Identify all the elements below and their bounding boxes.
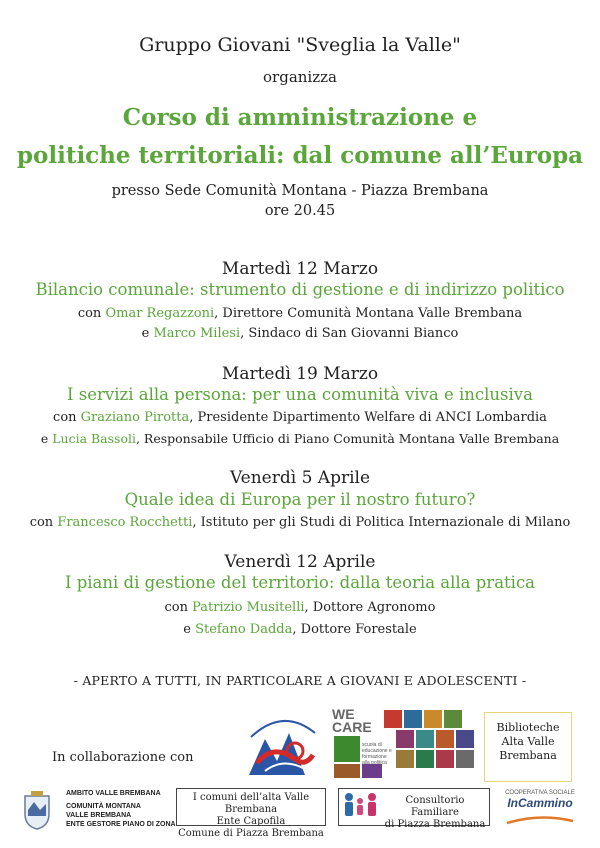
session-date: Venerdì 12 Aprile (224, 552, 376, 572)
start-time: ore 20.45 (264, 203, 336, 219)
ambito-valle-brembana: AMBITO VALLE BREMBANA COMUNITÀ MONTANA VALLE BREMBANA ENTE GESTORE PIANO DI ZONA (66, 790, 176, 828)
session-topic: Quale idea di Europa per il nostro futuro? (124, 490, 476, 509)
course-title-line2: politiche territoriali: dal comune all’Europa (16, 142, 584, 169)
speaker-name: Graziano Pirotta (80, 410, 190, 425)
speaker-line: e Stefano Dadda, Dottore Forestale (183, 622, 417, 637)
open-to-all-banner: - APERTO A TUTTI, IN PARTICOLARE A GIOVANI E ADOLESCENTI - (73, 673, 527, 688)
biblioteche-logo: Biblioteche Alta Valle Brembana (484, 712, 572, 782)
speaker-name: Marco Milesi (153, 326, 241, 341)
organizza-text: organizza (263, 68, 337, 86)
coat-of-arms-icon (22, 790, 52, 830)
speaker-name: Lucia Bassoli (52, 431, 136, 446)
sveglia-la-valle-logo (243, 703, 323, 781)
venue: presso Sede Comunità Montana - Piazza Brembana (111, 183, 489, 199)
session-date: Venerdì 5 Aprile (229, 468, 371, 488)
session-date: Martedì 19 Marzo (221, 364, 379, 384)
session-topic: Bilancio comunale: strumento di gestione e di indirizzo politico (35, 280, 565, 299)
speaker-name: Francesco Rocchetti (57, 515, 193, 530)
comuni-alta-valle-box: I comuni dell’alta Valle Brembana Ente Capofila Comune di Piazza Brembana (176, 788, 326, 826)
speaker-line: con Patrizio Musitelli, Dottore Agronomo (164, 600, 436, 615)
speaker-name: Omar Regazzoni (105, 306, 215, 321)
speaker-name: Stefano Dadda (195, 622, 293, 637)
speaker-line: e Lucia Bassoli, Responsabile Ufficio di Piano Comunità Montana Valle Brembana (40, 431, 560, 446)
collaboration-label: In collaborazione con (52, 750, 194, 765)
course-title-line1: Corso di amministrazione e (122, 104, 478, 131)
session-date: Martedì 12 Marzo (221, 259, 379, 279)
session-topic: I piani di gestione del territorio: dalla teoria alla pratica (64, 573, 536, 592)
speaker-line: con Graziano Pirotta, Presidente Dipartimento Welfare di ANCI Lombardia (53, 410, 547, 425)
we-care-logo: WE CARE scuola di educazione e formazione alla politica (332, 708, 477, 780)
speaker-line: con Francesco Rocchetti, Istituto per gli Studi di Politica Internazionale di Milano (29, 515, 571, 530)
speaker-line: con Omar Regazzoni, Direttore Comunità Montana Valle Brembana (77, 306, 523, 321)
speaker-line: e Marco Milesi, Sindaco di San Giovanni Bianco (141, 326, 459, 341)
speaker-name: Patrizio Musitelli (192, 600, 305, 615)
session-topic: I servizi alla persona: per una comunità viva e inclusiva (67, 385, 533, 404)
family-icon (341, 791, 381, 823)
incammino-logo: COOPERATIVA SOCIALE InCammino (500, 790, 580, 826)
consultorio-familiare-box: Consultorio Familiare di Piazza Brembana (338, 788, 490, 826)
organizer-name: Gruppo Giovani "Sveglia la Valle" (139, 34, 461, 56)
